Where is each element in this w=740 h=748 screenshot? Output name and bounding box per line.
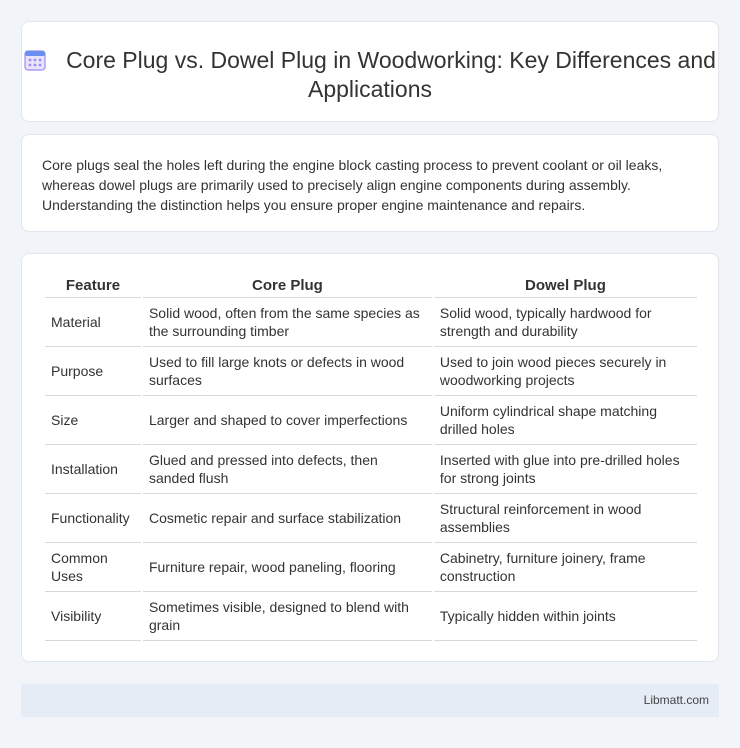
feature-cell: Visibility bbox=[45, 592, 141, 641]
dowel-plug-cell: Inserted with glue into pre-drilled holes for strong joints bbox=[434, 445, 697, 494]
dowel-plug-cell: Used to join wood pieces securely in woodworking projects bbox=[434, 347, 697, 396]
page-title: Core Plug vs. Dowel Plug in Woodworking: Key Differences and Applications bbox=[66, 47, 716, 102]
feature-cell: Size bbox=[45, 396, 141, 445]
table-row bbox=[45, 445, 697, 494]
comparison-table bbox=[43, 274, 699, 641]
feature-cell: Installation bbox=[45, 445, 141, 494]
core-plug-cell: Sometimes visible, designed to blend with grain bbox=[143, 592, 432, 641]
core-plug-cell: Cosmetic repair and surface stabilization bbox=[143, 494, 432, 543]
table-row bbox=[45, 298, 697, 347]
intro-card bbox=[21, 134, 719, 232]
comparison-card bbox=[21, 253, 719, 662]
footer-site-link[interactable]: Libmatt.com bbox=[643, 693, 709, 707]
table-row bbox=[45, 347, 697, 396]
table-row bbox=[45, 396, 697, 445]
feature-cell: Common Uses bbox=[45, 543, 141, 592]
dowel-plug-cell: Solid wood, typically hardwood for strength and durability bbox=[434, 298, 697, 347]
title-card bbox=[21, 21, 719, 122]
footer-bar bbox=[21, 684, 719, 717]
header-dowel-plug: Dowel Plug bbox=[434, 274, 697, 298]
intro-paragraph: Core plugs seal the holes left during the engine block casting process to prevent coolant or oil leaks, whereas dowel plugs are primarily used to precisely align engine components during assembly. Understanding the distinction helps you ensure proper engine maintenance and repairs. bbox=[42, 157, 663, 213]
core-plug-cell: Glued and pressed into defects, then sanded flush bbox=[143, 445, 432, 494]
header-feature: Feature bbox=[45, 274, 141, 298]
core-plug-cell: Furniture repair, wood paneling, flooring bbox=[143, 543, 432, 592]
core-plug-cell: Used to fill large knots or defects in wood surfaces bbox=[143, 347, 432, 396]
dowel-plug-cell: Uniform cylindrical shape matching drilled holes bbox=[434, 396, 697, 445]
dowel-plug-cell: Typically hidden within joints bbox=[434, 592, 697, 641]
header-core-plug: Core Plug bbox=[143, 274, 432, 298]
table-row bbox=[45, 494, 697, 543]
feature-cell: Material bbox=[45, 298, 141, 347]
core-plug-cell: Solid wood, often from the same species as the surrounding timber bbox=[143, 298, 432, 347]
calendar-icon bbox=[24, 49, 46, 71]
feature-cell: Purpose bbox=[45, 347, 141, 396]
table-row bbox=[45, 592, 697, 641]
core-plug-cell: Larger and shaped to cover imperfections bbox=[143, 396, 432, 445]
table-header-row bbox=[45, 274, 697, 298]
dowel-plug-cell: Cabinetry, furniture joinery, frame construction bbox=[434, 543, 697, 592]
dowel-plug-cell: Structural reinforcement in wood assemblies bbox=[434, 494, 697, 543]
table-row bbox=[45, 543, 697, 592]
feature-cell: Functionality bbox=[45, 494, 141, 543]
page-title-block bbox=[22, 46, 718, 104]
